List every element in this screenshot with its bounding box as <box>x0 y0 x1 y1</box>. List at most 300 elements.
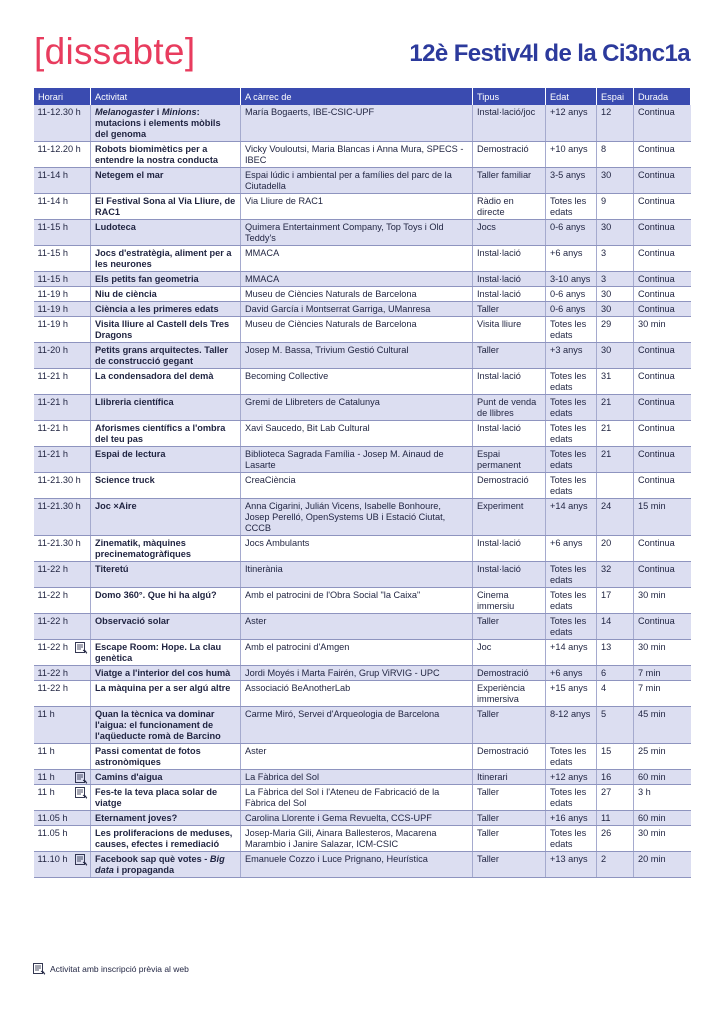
cell-durada: 3 h <box>634 785 691 811</box>
cell-horari <box>34 272 91 287</box>
cell-activitat <box>91 105 241 142</box>
cell-espai: 14 <box>597 614 634 640</box>
cell-tipus: Taller <box>473 343 546 369</box>
festival-title: 12è Festiv4l de la Ci3nc1a <box>409 40 690 67</box>
cell-espai: 15 <box>597 744 634 770</box>
column-header-a-carrec-de: A càrrec de <box>241 88 473 105</box>
hour-text: 11-21 h <box>37 371 68 381</box>
cell-tipus: Jocs <box>473 220 546 246</box>
day-title: [dissabte] <box>34 31 196 72</box>
hour-text: 11-19 h <box>37 304 68 314</box>
cell-horari <box>34 168 91 194</box>
cell-edat: Totes les edats <box>546 395 597 421</box>
cell-a-carrec-de: La Fàbrica del Sol <box>241 770 473 785</box>
cell-espai: 21 <box>597 447 634 473</box>
cell-horari <box>34 194 91 220</box>
footnote-text: Activitat amb inscripció prèvia al web <box>50 964 189 974</box>
activity-text: Zinematik, màquines precinematogràfiques <box>95 538 191 559</box>
hour-text: 11-19 h <box>37 319 68 329</box>
table-row <box>34 369 691 395</box>
cell-espai: 32 <box>597 562 634 588</box>
cell-edat: Totes les edats <box>546 473 597 499</box>
cell-durada: Continua <box>634 473 691 499</box>
activity-text: Ciència a les primeres edats <box>95 304 219 314</box>
cell-horari <box>34 499 91 536</box>
hour-text: 11-22 h <box>37 642 68 652</box>
activity-text: Big data <box>95 854 225 875</box>
cell-espai: 20 <box>597 536 634 562</box>
cell-tipus: Demostració <box>473 142 546 168</box>
cell-a-carrec-de: Itinerània <box>241 562 473 588</box>
cell-activitat <box>91 287 241 302</box>
activity-text: Visita lliure al Castell dels Tres Dragons <box>95 319 230 340</box>
table-row <box>34 499 691 536</box>
cell-activitat <box>91 447 241 473</box>
hour-text: 11 h <box>37 772 55 782</box>
table-row <box>34 826 691 852</box>
cell-horari <box>34 343 91 369</box>
cell-espai: 6 <box>597 666 634 681</box>
hour-text: 11-12.30 h <box>37 107 81 117</box>
cell-durada: 30 min <box>634 588 691 614</box>
cell-a-carrec-de: Carme Miró, Servei d'Arqueologia de Barcelona <box>241 707 473 744</box>
cell-tipus: Cinema immersiu <box>473 588 546 614</box>
cell-edat: 8-12 anys <box>546 707 597 744</box>
cell-edat: Totes les edats <box>546 317 597 343</box>
cell-tipus: Instal·lació <box>473 246 546 272</box>
table-row <box>34 562 691 588</box>
cell-tipus: Visita lliure <box>473 317 546 343</box>
cell-a-carrec-de: María Bogaerts, IBE-CSIC-UPF <box>241 105 473 142</box>
cell-horari <box>34 220 91 246</box>
cell-durada: 7 min <box>634 681 691 707</box>
hour-text: 11.10 h <box>37 854 68 864</box>
cell-activitat <box>91 499 241 536</box>
cell-activitat <box>91 852 241 878</box>
cell-activitat <box>91 640 241 666</box>
cell-espai: 13 <box>597 640 634 666</box>
table-row <box>34 473 691 499</box>
cell-activitat <box>91 246 241 272</box>
hour-text: 11-12.20 h <box>37 144 81 154</box>
cell-activitat <box>91 811 241 826</box>
cell-a-carrec-de: Josep-Maria Gili, Ainara Ballesteros, Macarena Marambio i Janire Salazar, ICM-CSIC <box>241 826 473 852</box>
table-header-row <box>34 88 691 105</box>
table-row <box>34 770 691 785</box>
cell-tipus: Experiment <box>473 499 546 536</box>
column-header-espai: Espai <box>597 88 634 105</box>
hour-text: 11 h <box>37 746 55 756</box>
table-row <box>34 811 691 826</box>
cell-tipus: Demostració <box>473 473 546 499</box>
table-row <box>34 681 691 707</box>
cell-a-carrec-de: Becoming Collective <box>241 369 473 395</box>
cell-activitat <box>91 317 241 343</box>
table-row <box>34 395 691 421</box>
table-row <box>34 852 691 878</box>
cell-activitat <box>91 395 241 421</box>
cell-a-carrec-de: Aster <box>241 744 473 770</box>
cell-espai: 31 <box>597 369 634 395</box>
activity-text: Fes-te la teva placa solar de viatge <box>95 787 218 808</box>
table-row <box>34 536 691 562</box>
cell-edat: 0-6 anys <box>546 220 597 246</box>
cell-a-carrec-de: Amb el patrocini de l'Obra Social "la Caixa" <box>241 588 473 614</box>
cell-durada: Continua <box>634 220 691 246</box>
activity-text: Titeretú <box>95 564 129 574</box>
activity-text: Netegem el mar <box>95 170 164 180</box>
cell-durada: Continua <box>634 287 691 302</box>
activity-text: i propaganda <box>113 865 175 875</box>
cell-durada: 15 min <box>634 499 691 536</box>
cell-durada: Continua <box>634 447 691 473</box>
cell-durada: Continua <box>634 168 691 194</box>
cell-edat: Totes les edats <box>546 421 597 447</box>
activity-text: Robots biomimètics per a entendre la nostra conducta <box>95 144 219 165</box>
cell-a-carrec-de: Emanuele Cozzo i Luce Prignano, Heurística <box>241 852 473 878</box>
hour-text: 11-22 h <box>37 668 68 678</box>
activity-text: Viatge a l'interior del cos humà <box>95 668 231 678</box>
cell-horari <box>34 447 91 473</box>
cell-espai: 3 <box>597 272 634 287</box>
cell-a-carrec-de: MMACA <box>241 246 473 272</box>
footnote <box>33 963 189 975</box>
table-row <box>34 640 691 666</box>
table-row <box>34 194 691 220</box>
cell-edat: +14 anys <box>546 640 597 666</box>
hour-text: 11 h <box>37 787 55 797</box>
cell-tipus: Itinerari <box>473 770 546 785</box>
cell-edat: +12 anys <box>546 770 597 785</box>
cell-edat: +10 anys <box>546 142 597 168</box>
register-note-icon <box>75 642 88 654</box>
cell-tipus: Taller <box>473 785 546 811</box>
cell-edat: Totes les edats <box>546 194 597 220</box>
cell-tipus: Joc <box>473 640 546 666</box>
cell-activitat <box>91 744 241 770</box>
cell-horari <box>34 852 91 878</box>
cell-activitat <box>91 826 241 852</box>
cell-horari <box>34 785 91 811</box>
table-row <box>34 168 691 194</box>
cell-a-carrec-de: Associació BeAnotherLab <box>241 681 473 707</box>
activity-text: Melanogaster <box>95 107 155 117</box>
table-row <box>34 343 691 369</box>
cell-horari <box>34 770 91 785</box>
cell-activitat <box>91 588 241 614</box>
cell-a-carrec-de: Espai lúdic i ambiental per a famílies del parc de la Ciutadella <box>241 168 473 194</box>
cell-tipus: Espai permanent <box>473 447 546 473</box>
cell-a-carrec-de: Anna Cigarini, Julián Vicens, Isabelle Bonhoure, Josep Perelló, OpenSystems UB i Estació Ciutat, CCCB <box>241 499 473 536</box>
hour-text: 11 h <box>37 709 55 719</box>
cell-a-carrec-de: La Fàbrica del Sol i l'Ateneu de Fabricació de la Fàbrica del Sol <box>241 785 473 811</box>
page-header <box>34 30 690 78</box>
activity-text: Observació solar <box>95 616 170 626</box>
cell-durada: 30 min <box>634 640 691 666</box>
cell-durada: 45 min <box>634 707 691 744</box>
cell-durada: Continua <box>634 272 691 287</box>
cell-durada: Continua <box>634 614 691 640</box>
cell-horari <box>34 536 91 562</box>
cell-tipus: Taller <box>473 707 546 744</box>
cell-activitat <box>91 473 241 499</box>
cell-edat: 0-6 anys <box>546 287 597 302</box>
cell-activitat <box>91 142 241 168</box>
cell-horari <box>34 142 91 168</box>
cell-espai: 24 <box>597 499 634 536</box>
cell-activitat <box>91 302 241 317</box>
activity-text: Science truck <box>95 475 155 485</box>
cell-durada: 25 min <box>634 744 691 770</box>
cell-a-carrec-de: Carolina Llorente i Gema Revuelta, CCS-UPF <box>241 811 473 826</box>
register-note-icon <box>75 787 88 799</box>
cell-horari <box>34 395 91 421</box>
cell-a-carrec-de: Via Lliure de RAC1 <box>241 194 473 220</box>
cell-tipus: Taller familiar <box>473 168 546 194</box>
cell-a-carrec-de: Museu de Ciències Naturals de Barcelona <box>241 317 473 343</box>
cell-espai: 17 <box>597 588 634 614</box>
cell-tipus: Instal·lació <box>473 562 546 588</box>
cell-edat: Totes les edats <box>546 826 597 852</box>
schedule-table <box>33 88 691 878</box>
hour-text: 11-21 h <box>37 449 68 459</box>
cell-activitat <box>91 369 241 395</box>
cell-tipus: Instal·lació <box>473 536 546 562</box>
cell-durada: Continua <box>634 369 691 395</box>
cell-espai: 30 <box>597 343 634 369</box>
table-row <box>34 220 691 246</box>
column-header-edat: Edat <box>546 88 597 105</box>
cell-tipus: Punt de venda de llibres <box>473 395 546 421</box>
activity-text: Passi comentat de fotos astronòmiques <box>95 746 201 767</box>
cell-a-carrec-de: CreaCiència <box>241 473 473 499</box>
cell-activitat <box>91 562 241 588</box>
cell-espai: 12 <box>597 105 634 142</box>
cell-horari <box>34 473 91 499</box>
cell-activitat <box>91 666 241 681</box>
activity-text: Els petits fan geometria <box>95 274 199 284</box>
table-row <box>34 246 691 272</box>
cell-durada: 60 min <box>634 811 691 826</box>
column-header-tipus: Tipus <box>473 88 546 105</box>
cell-durada: Continua <box>634 105 691 142</box>
cell-edat: +13 anys <box>546 852 597 878</box>
cell-activitat <box>91 681 241 707</box>
cell-edat: +16 anys <box>546 811 597 826</box>
cell-tipus: Taller <box>473 811 546 826</box>
cell-edat: Totes les edats <box>546 562 597 588</box>
cell-horari <box>34 562 91 588</box>
cell-horari <box>34 666 91 681</box>
cell-edat: Totes les edats <box>546 369 597 395</box>
cell-espai <box>597 473 634 499</box>
cell-espai: 30 <box>597 302 634 317</box>
cell-activitat <box>91 194 241 220</box>
register-note-icon <box>75 854 88 866</box>
cell-edat: 3-5 anys <box>546 168 597 194</box>
hour-text: 11-20 h <box>37 345 68 355</box>
activity-text: Espai de lectura <box>95 449 166 459</box>
cell-edat: Totes les edats <box>546 447 597 473</box>
activity-text: Aforismes científics a l'ombra del teu pas <box>95 423 226 444</box>
cell-a-carrec-de: Jordi Moyés i Marta Fairén, Grup ViRVIG - UPC <box>241 666 473 681</box>
activity-text: : mutacions i elements mòbils del genoma <box>95 107 221 139</box>
hour-text: 11-14 h <box>37 170 68 180</box>
cell-a-carrec-de: Museu de Ciències Naturals de Barcelona <box>241 287 473 302</box>
cell-espai: 30 <box>597 287 634 302</box>
cell-activitat <box>91 614 241 640</box>
hour-text: 11-21 h <box>37 423 68 433</box>
hour-text: 11-22 h <box>37 590 68 600</box>
table-row <box>34 666 691 681</box>
column-header-horari: Horari <box>34 88 91 105</box>
cell-edat: 3-10 anys <box>546 272 597 287</box>
cell-activitat <box>91 770 241 785</box>
cell-espai: 21 <box>597 395 634 421</box>
cell-horari <box>34 826 91 852</box>
cell-tipus: Taller <box>473 852 546 878</box>
cell-activitat <box>91 168 241 194</box>
table-row <box>34 105 691 142</box>
cell-edat: 0-6 anys <box>546 302 597 317</box>
activity-text: Camins d'aigua <box>95 772 163 782</box>
cell-a-carrec-de: Josep M. Bassa, Trivium Gestió Cultural <box>241 343 473 369</box>
hour-text: 11.05 h <box>37 813 68 823</box>
cell-tipus: Instal·lació/joc <box>473 105 546 142</box>
cell-tipus: Instal·lació <box>473 287 546 302</box>
activity-text: Les proliferacions de meduses, causes, efectes i remediació <box>95 828 233 849</box>
cell-a-carrec-de: Aster <box>241 614 473 640</box>
cell-tipus: Demostració <box>473 744 546 770</box>
activity-text: La condensadora del demà <box>95 371 214 381</box>
cell-durada: Continua <box>634 395 691 421</box>
cell-activitat <box>91 707 241 744</box>
hour-text: 11-14 h <box>37 196 68 206</box>
cell-horari <box>34 317 91 343</box>
cell-durada: Continua <box>634 536 691 562</box>
hour-text: 11-21.30 h <box>37 475 81 485</box>
cell-durada: 7 min <box>634 666 691 681</box>
cell-a-carrec-de: David García i Montserrat Garriga, UManresa <box>241 302 473 317</box>
cell-horari <box>34 681 91 707</box>
column-header-durada: Durada <box>634 88 691 105</box>
cell-horari <box>34 421 91 447</box>
activity-text: Eternament joves? <box>95 813 178 823</box>
activity-text: El Festival Sona al Via Lliure, de RAC1 <box>95 196 236 217</box>
cell-edat: +6 anys <box>546 536 597 562</box>
cell-tipus: Taller <box>473 302 546 317</box>
hour-text: 11-21.30 h <box>37 501 81 511</box>
table-row <box>34 744 691 770</box>
cell-edat: Totes les edats <box>546 744 597 770</box>
activity-text: La màquina per a ser algú altre <box>95 683 231 693</box>
cell-espai: 5 <box>597 707 634 744</box>
table-row <box>34 272 691 287</box>
hour-text: 11-21.30 h <box>37 538 81 548</box>
cell-durada: 60 min <box>634 770 691 785</box>
activity-text: Quan la tècnica va dominar l'aigua: el funcionament de l'aqüeducte romà de Barcino <box>95 709 221 741</box>
cell-edat: Totes les edats <box>546 785 597 811</box>
cell-horari <box>34 588 91 614</box>
cell-horari <box>34 707 91 744</box>
cell-durada: Continua <box>634 343 691 369</box>
cell-tipus: Taller <box>473 614 546 640</box>
register-note-icon <box>33 963 46 975</box>
cell-horari <box>34 640 91 666</box>
activity-text: Escape Room: Hope. La clau genètica <box>95 642 222 663</box>
schedule-body <box>34 105 691 878</box>
cell-horari <box>34 302 91 317</box>
table-row <box>34 287 691 302</box>
cell-durada: 30 min <box>634 826 691 852</box>
cell-durada: 30 min <box>634 317 691 343</box>
cell-edat: +14 anys <box>546 499 597 536</box>
activity-text: Llibreria científica <box>95 397 174 407</box>
activity-text: Domo 360°. Que hi ha algú? <box>95 590 217 600</box>
activity-text: Joc ×Aire <box>95 501 137 511</box>
cell-tipus: Demostració <box>473 666 546 681</box>
table-row <box>34 614 691 640</box>
table-row <box>34 588 691 614</box>
cell-edat: +6 anys <box>546 666 597 681</box>
cell-activitat <box>91 343 241 369</box>
cell-espai: 30 <box>597 168 634 194</box>
cell-horari <box>34 105 91 142</box>
register-note-icon <box>75 772 88 784</box>
cell-tipus: Instal·lació <box>473 421 546 447</box>
activity-text: Facebook sap què votes - <box>95 854 210 864</box>
activity-text: Ludoteca <box>95 222 136 232</box>
cell-tipus: Ràdio en directe <box>473 194 546 220</box>
hour-text: 11-15 h <box>37 248 68 258</box>
cell-activitat <box>91 220 241 246</box>
table-row <box>34 447 691 473</box>
cell-activitat <box>91 421 241 447</box>
cell-durada: Continua <box>634 562 691 588</box>
table-row <box>34 142 691 168</box>
cell-activitat <box>91 785 241 811</box>
hour-text: 11-22 h <box>37 683 68 693</box>
cell-a-carrec-de: Biblioteca Sagrada Família - Josep M. Ainaud de Lasarte <box>241 447 473 473</box>
cell-a-carrec-de: MMACA <box>241 272 473 287</box>
table-row <box>34 785 691 811</box>
cell-a-carrec-de: Amb el patrocini d'Amgen <box>241 640 473 666</box>
activity-text: Minions <box>161 107 197 117</box>
cell-edat: Totes les edats <box>546 588 597 614</box>
cell-a-carrec-de: Xavi Saucedo, Bit Lab Cultural <box>241 421 473 447</box>
cell-edat: +12 anys <box>546 105 597 142</box>
table-row <box>34 302 691 317</box>
cell-espai: 11 <box>597 811 634 826</box>
hour-text: 11-19 h <box>37 289 68 299</box>
cell-espai: 29 <box>597 317 634 343</box>
activity-text: i <box>154 107 162 117</box>
cell-tipus: Experiència immersiva <box>473 681 546 707</box>
table-row <box>34 421 691 447</box>
table-row <box>34 317 691 343</box>
hour-text: 11-15 h <box>37 222 68 232</box>
cell-durada: Continua <box>634 246 691 272</box>
cell-espai: 4 <box>597 681 634 707</box>
hour-text: 11-22 h <box>37 616 68 626</box>
hour-text: 11-22 h <box>37 564 68 574</box>
cell-a-carrec-de: Quimera Entertainment Company, Top Toys i Old Teddy's <box>241 220 473 246</box>
cell-durada: Continua <box>634 421 691 447</box>
hour-text: 11-21 h <box>37 397 68 407</box>
cell-tipus: Instal·lació <box>473 272 546 287</box>
cell-edat: +15 anys <box>546 681 597 707</box>
hour-text: 11.05 h <box>37 828 68 838</box>
